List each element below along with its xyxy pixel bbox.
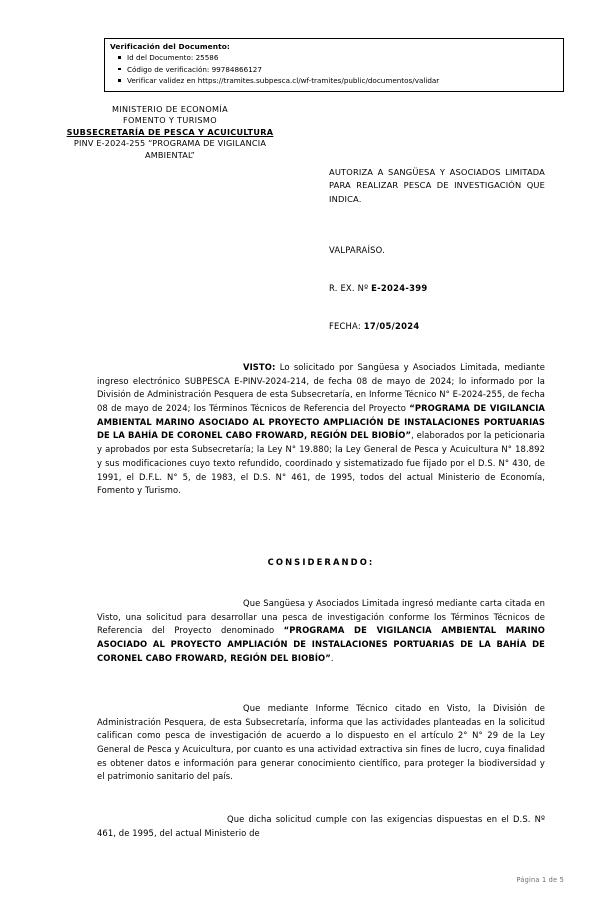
visto-text-part1: Lo solicitado por Sangüesa y Asociados Limitada, mediante ingreso electrónico SUBPESCA E-PINV-2024-214, de fecha 08 de mayo de 2024; lo informado por la División de Administración Pesquera de esta Subsecretaría, en Informe Técnico N° E-2024-255, de fecha 08 de mayo de 2024; los Términos Técnicos de Referencia del Proyecto (97, 362, 545, 414)
date-label: FECHA: (329, 321, 364, 331)
letterhead-ministry-second: FOMENTO Y TURISMO (123, 115, 217, 126)
visto-heading: VISTO: (243, 362, 276, 372)
considerando-paragraph-2 (97, 702, 545, 784)
letterhead-program-line1: PINV E-2024-255 “PROGRAMA DE VIGILANCIA (73, 138, 267, 149)
considerando-1-part1: Que Sangüesa y Asociados Limitada ingresó mediante carta citada en Visto, una solicitud para desarrollar una pesca de investigación conforme los Términos Técnicos de Referencia del Proyecto denominado (97, 598, 545, 636)
page-footer: Página 1 de 5 (516, 876, 564, 884)
verification-box (104, 38, 564, 92)
subject-block: AUTORIZA A SANGÜESA Y ASOCIADOS LIMITADA PARA REALIZAR PESCA DE INVESTIGACIÓN QUE INDICA. (329, 167, 545, 204)
considerando-3-text: Que dicha solicitud cumple con las exigencias dispuestas en el D.S. Nº 461, de 1995, del actual Ministerio de (97, 814, 545, 838)
resolution-label: R. EX. Nº (329, 283, 372, 293)
date-value: 17/05/2024 (363, 321, 420, 331)
verification-title: Verificación del Documento: (110, 42, 230, 51)
considerando-1-project-name: “PROGRAMA DE VIGILANCIA AMBIENTAL MARINO ASOCIADO AL PROYECTO AMPLIACIÓN DE INSTALACIONES PORTUARIAS DE LA BAHÍA DE CORONEL CABO FROWARD, REGIÓN DEL BIOBÍO” (97, 625, 545, 663)
resolution-line (329, 283, 428, 293)
verification-item-url: Verificar validez en https://tramites.subpesca.cl/wf-tramites/public/documentos/validar (127, 75, 558, 87)
place-line: VALPARAÍSO. (329, 245, 385, 255)
considerando-paragraph-3 (97, 813, 545, 840)
considerando-2-text: Que mediante Informe Técnico citado en Visto, la División de Administración Pesquera, de esta Subsecretaría, informa que las actividades planteadas en la solicitud califican como pesca de investigación de acuerdo a lo dispuesto en el artículo 2° N° 29 de la Ley General de Pesca y Acuicultura, por cuanto es una actividad extractiva sin fines de lucro, cuya finalidad es obtener datos e información para generar conocimiento científico, para proteger la biodiversidad y el patrimonio sanitario del país. (97, 703, 545, 782)
letterhead-ministry: MINISTERIO DE ECONOMÍA (111, 104, 229, 114)
verification-list (110, 52, 558, 87)
verification-item-code: Código de verificación: 99784866127 (127, 64, 558, 76)
visto-project-name: “PROGRAMA DE VIGILANCIA AMBIENTAL MARINO ASOCIADO AL PROYECTO AMPLIACIÓN DE INSTALACIONES PORTUARIAS DE LA BAHÍA DE CORONEL CABO FROWARD, REGIÓN DEL BIOBÍO” (97, 403, 546, 441)
considerando-paragraph-1 (97, 597, 545, 665)
considerando-heading: CONSIDERANDO: (267, 557, 375, 567)
verification-item-id: Id del Documento: 25586 (127, 52, 558, 64)
considerando-1-part2: . (330, 652, 334, 663)
letterhead-program-line2: AMBIENTAL” (144, 149, 196, 160)
resolution-number: E-2024-399 (371, 283, 428, 293)
letterhead-subsecretaria: SUBSECRETARÍA DE PESCA Y ACUICULTURA (66, 126, 274, 137)
letterhead (24, 104, 316, 161)
visto-paragraph (97, 361, 545, 498)
date-line (329, 321, 419, 331)
visto-text-part2: , elaborados por la peticionaria y aprobados por esta Subsecretaría; la Ley N° 19.880; la Ley General de Pesca y Acuicultura N° 18.892 y sus modificaciones cuyo texto refundido, coordinado y sistematizado fue fijado por el D.S. N° 430, de 1991, el D.F.L. N° 5, de 1983, el D.S. N° 461, de 1995, todos del actual Ministerio de Economía, Fomento y Turismo. (97, 430, 545, 496)
